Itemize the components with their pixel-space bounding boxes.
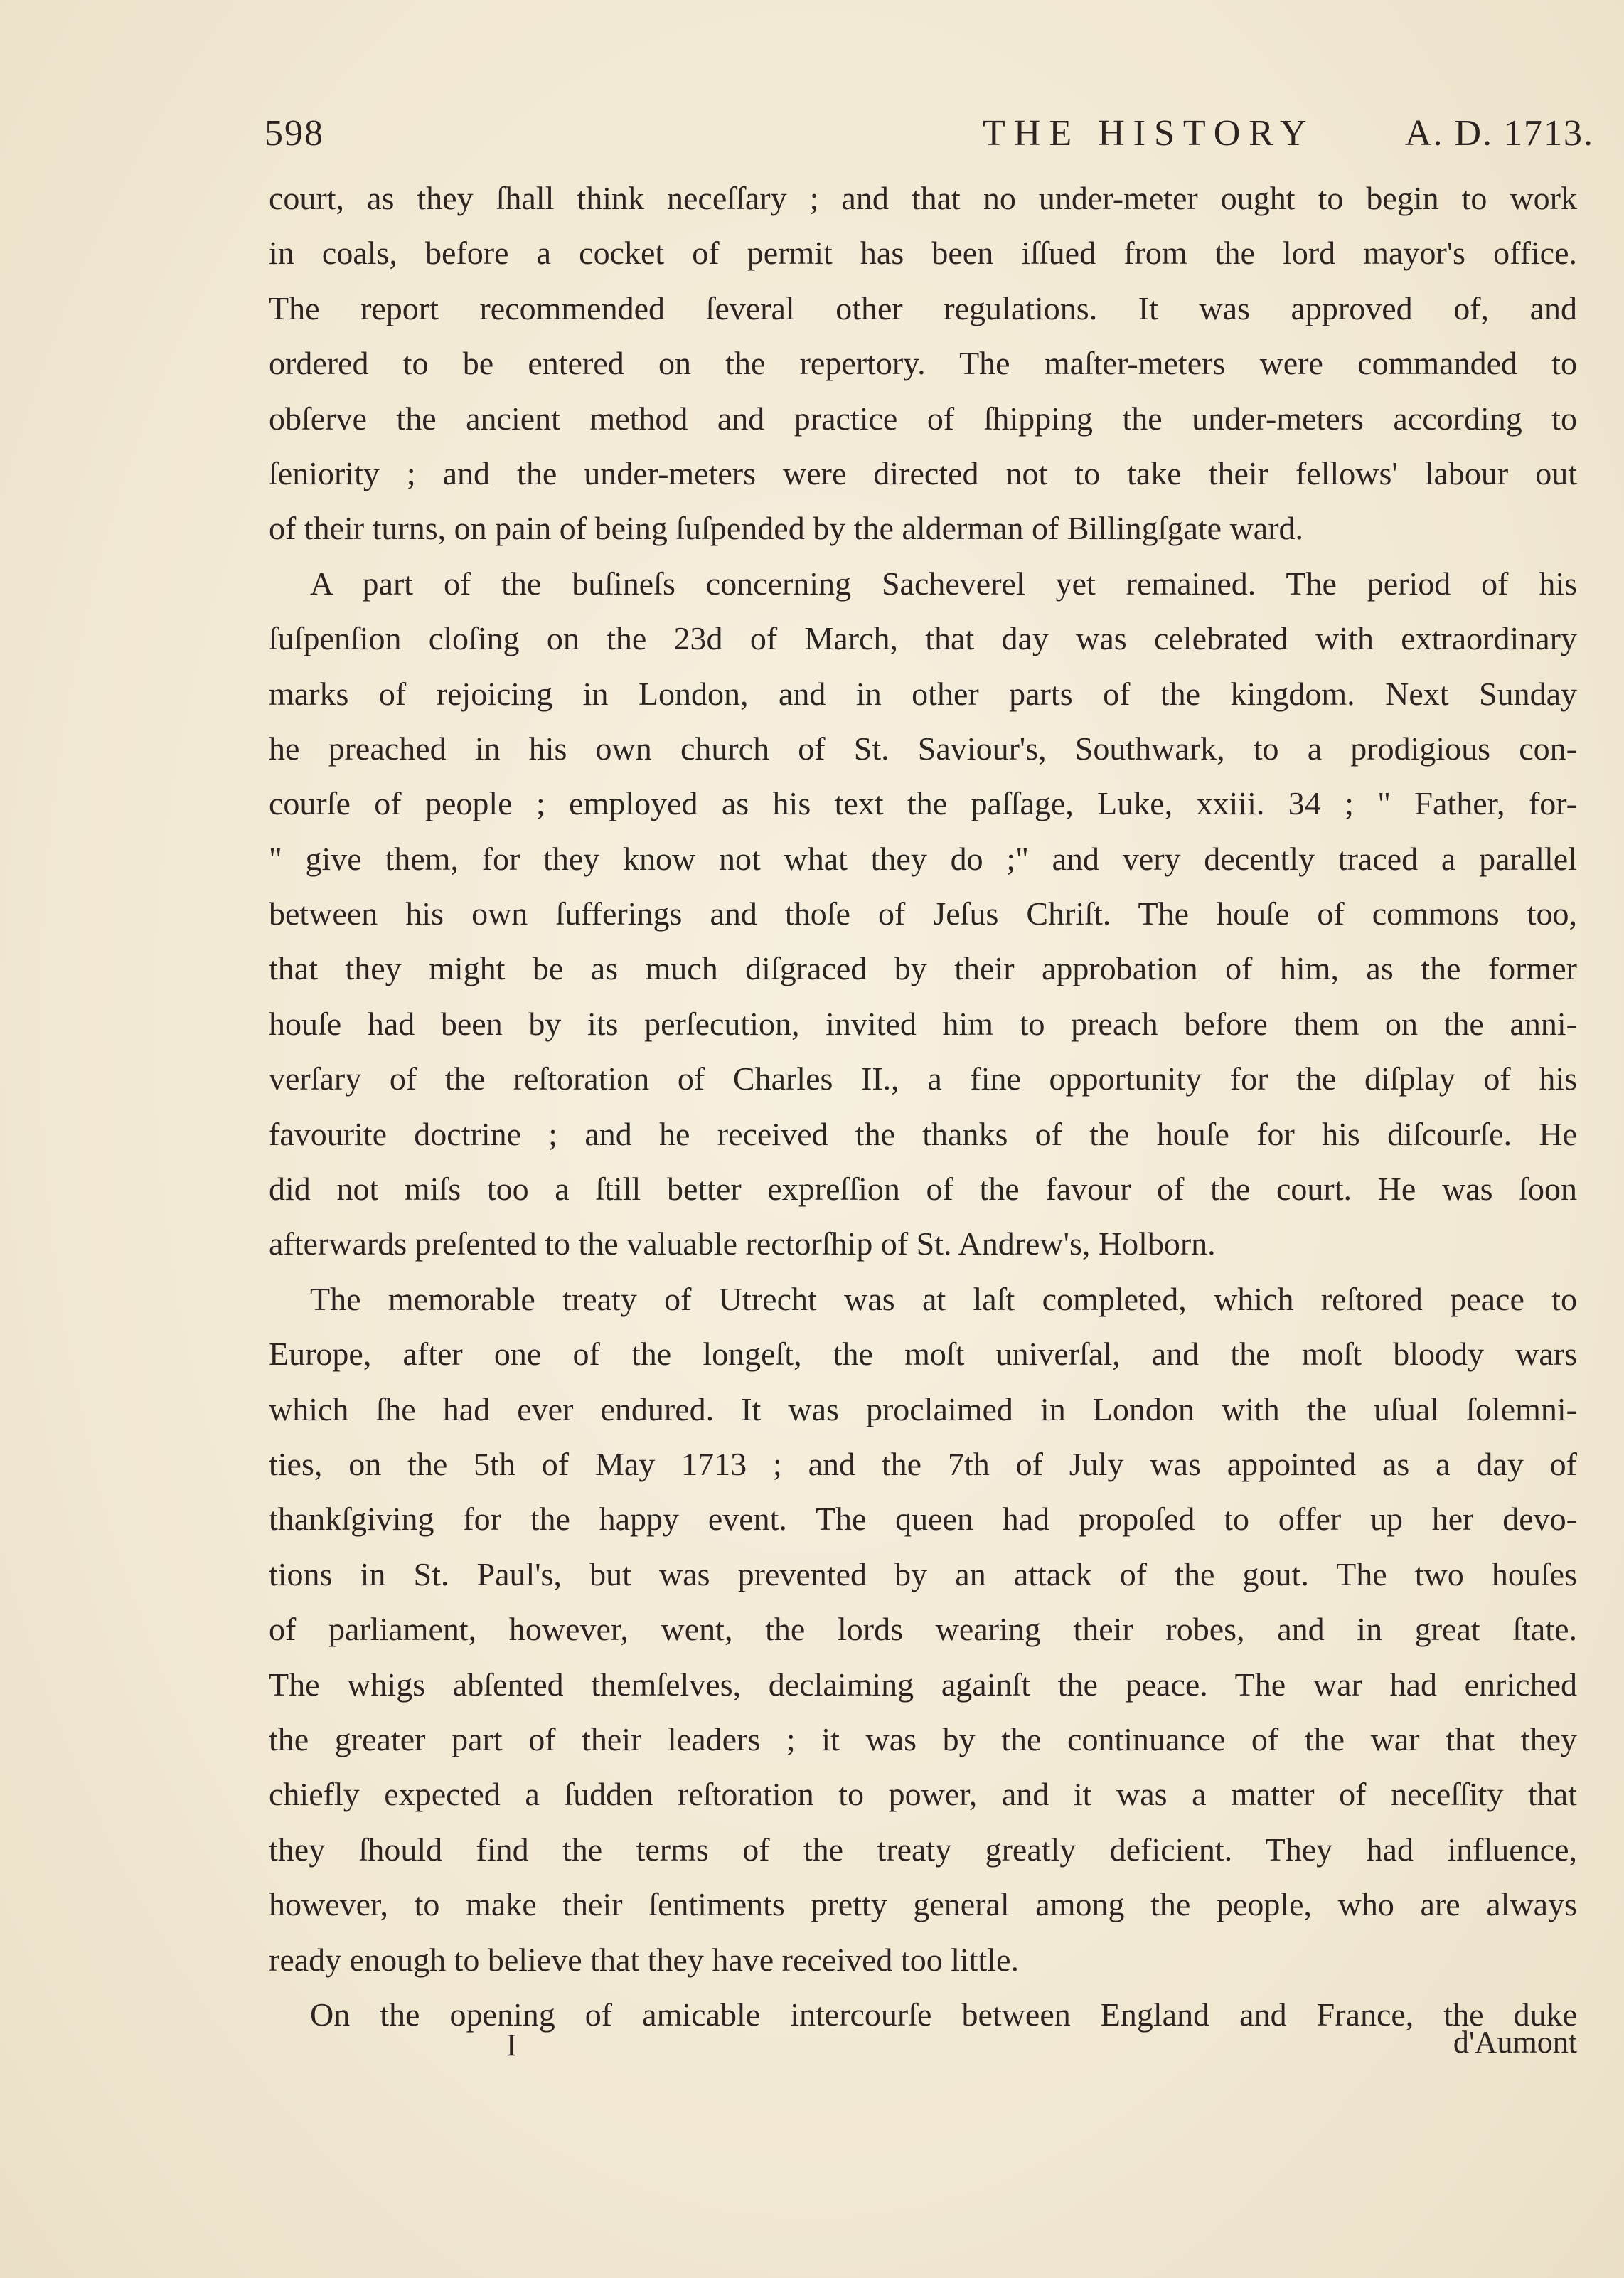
header-date: A. D. 1713. (1404, 113, 1594, 154)
page-header (265, 107, 1594, 164)
catchword: d'Aumont (1453, 2025, 1577, 2060)
text-line: the greater part of their leaders ; it was by the continuance of the war that they (269, 1720, 1577, 1757)
text-line: courſe of people ; employed as his text the paſſage, Luke, xxiii. 34 ; " Father, for- (269, 785, 1577, 822)
text-line: which ſhe had ever endured. It was proclaimed in London with the uſual ſolemni- (269, 1390, 1577, 1427)
text-line: Europe, after one of the longeſt, the moſt univerſal, and the moſt bloody wars (269, 1336, 1577, 1373)
text-line: obſerve the ancient method and practice of ſhipping the under-meters according to (269, 400, 1577, 437)
page-footer (265, 2020, 1577, 2070)
text-line: " give them, for they know not what they do ;" and very decently traced a parallel (269, 840, 1577, 877)
body-text (269, 171, 1577, 2042)
text-line: of parliament, however, went, the lords wearing their robes, and in great ſtate. (269, 1611, 1577, 1648)
text-line: court, as they ſhall think neceſſary ; and that no under-meter ought to begin to work (269, 180, 1577, 216)
text-line: tions in St. Paul's, but was prevented by an attack of the gout. The two houſes (269, 1555, 1577, 1592)
page-number: 598 (265, 113, 324, 154)
text-line: thankſgiving for the happy event. The queen had propoſed to offer up her devo- (269, 1501, 1577, 1538)
text-line: chiefly expected a ſudden reſtoration to power, and it was a matter of neceſſity that (269, 1776, 1577, 1813)
text-line: they ſhould find the terms of the treaty greatly deficient. They had influence, (269, 1831, 1577, 1868)
text-line: favourite doctrine ; and he received the thanks of the houſe for his diſcourſe. He (269, 1115, 1577, 1152)
text-line: that they might be as much diſgraced by their approbation of him, as the former (269, 950, 1577, 987)
text-line: ready enough to believe that they have received too little. (269, 1941, 1020, 1978)
text-line: verſary of the reſtoration of Charles II., a fine opportunity for the diſplay of his (269, 1060, 1577, 1097)
text-line: The report recommended ſeveral other regulations. It was approved of, and (269, 289, 1577, 326)
text-line: The memorable treaty of Utrecht was at laſt completed, which reſtored peace to (310, 1280, 1577, 1317)
signature-mark: I (506, 2028, 517, 2063)
text-line: marks of rejoicing in London, and in other parts of the kingdom. Next Sunday (269, 675, 1577, 712)
text-line: of their turns, on pain of being ſuſpended by the alderman of Billingſgate ward. (269, 510, 1304, 547)
text-line: he preached in his own church of St. Saviour's, Southwark, to a prodigious con- (269, 730, 1577, 767)
text-line: On the opening of amicable intercourſe between England and France, the duke (310, 1996, 1577, 2033)
text-line: ordered to be entered on the repertory. The maſter-meters were commanded to (269, 345, 1577, 382)
text-line: in coals, before a cocket of permit has been iſſued from the lord mayor's office. (269, 235, 1577, 272)
text-line: did not miſs too a ſtill better expreſſion of the favour of the court. He was ſoon (269, 1171, 1577, 1208)
text-line: A part of the buſineſs concerning Sacheverel yet remained. The period of his (310, 565, 1577, 602)
running-title: THE HISTORY (983, 113, 1315, 154)
text-line: however, to make their ſentiments pretty general among the people, who are always (269, 1886, 1577, 1923)
text-line: between his own ſufferings and thoſe of Jeſus Chriſt. The houſe of commons too, (269, 895, 1577, 932)
text-line: ſeniority ; and the under-meters were directed not to take their fellows' labour out (269, 454, 1577, 491)
text-line: ſuſpenſion cloſing on the 23d of March, that day was celebrated with extraordinary (269, 620, 1577, 657)
text-line: houſe had been by its perſecution, invited him to preach before them on the anni- (269, 1005, 1577, 1042)
text-line: The whigs abſented themſelves, declaiming againſt the peace. The war had enriched (269, 1666, 1577, 1703)
text-line: afterwards preſented to the valuable rectorſhip of St. Andrew's, Holborn. (269, 1225, 1216, 1262)
text-line: ties, on the 5th of May 1713 ; and the 7th of July was appointed as a day of (269, 1445, 1577, 1482)
